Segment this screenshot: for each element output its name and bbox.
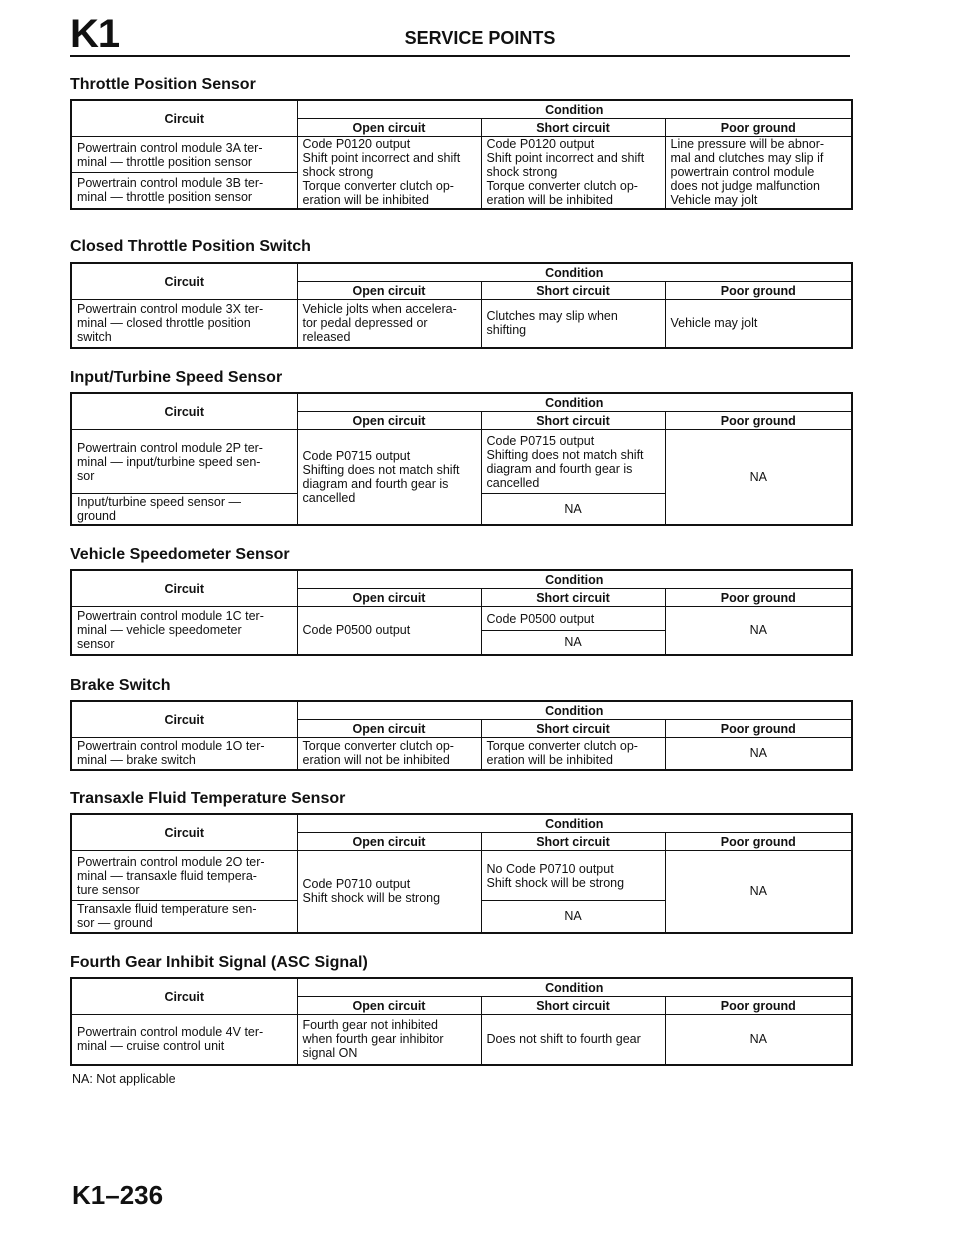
condition-header: Condition bbox=[297, 978, 852, 997]
circuit-header: Circuit bbox=[71, 701, 297, 738]
table-tft bbox=[70, 813, 853, 934]
short-circuit-header: Short circuit bbox=[481, 119, 665, 137]
open-circuit-cell: Torque converter clutch op- eration will not be inhibited bbox=[297, 738, 481, 770]
table-ctps bbox=[70, 262, 853, 349]
open-circuit-header: Open circuit bbox=[297, 589, 481, 607]
condition-header: Condition bbox=[297, 570, 852, 589]
condition-header: Condition bbox=[297, 393, 852, 412]
short-circuit-cell: Does not shift to fourth gear bbox=[481, 1015, 665, 1065]
circuit-cell: Powertrain control module 3X ter- minal — closed throttle position switch bbox=[71, 300, 297, 348]
open-circuit-header: Open circuit bbox=[297, 720, 481, 738]
page-title: SERVICE POINTS bbox=[404, 28, 556, 48]
section-title-tft: Transaxle Fluid Temperature Sensor bbox=[70, 790, 346, 807]
circuit-header: Circuit bbox=[71, 978, 297, 1015]
footnote: NA: Not applicable bbox=[72, 1072, 176, 1086]
section-title-vss: Vehicle Speedometer Sensor bbox=[70, 546, 290, 563]
open-circuit-cell: Code P0715 output Shifting does not match shift diagram and fourth gear is cancelled bbox=[297, 430, 481, 525]
short-circuit-cell: Code P0500 output bbox=[481, 607, 665, 631]
table-asc bbox=[70, 977, 853, 1066]
table-vss bbox=[70, 569, 853, 656]
poor-ground-cell: NA bbox=[665, 1015, 852, 1065]
short-circuit-cell: NA bbox=[481, 631, 665, 655]
circuit-cell: Powertrain control module 1C ter- minal — vehicle speedometer sensor bbox=[71, 607, 297, 655]
open-circuit-header: Open circuit bbox=[297, 997, 481, 1015]
open-circuit-cell: Code P0500 output bbox=[297, 607, 481, 655]
open-circuit-cell: Fourth gear not inhibited when fourth gear inhibitor signal ON bbox=[297, 1015, 481, 1065]
circuit-cell: Transaxle fluid temperature sen- sor — ground bbox=[71, 901, 297, 933]
short-circuit-header: Short circuit bbox=[481, 282, 665, 300]
circuit-cell: Powertrain control module 2O ter- minal — transaxle fluid tempera- ture sensor bbox=[71, 851, 297, 901]
short-circuit-header: Short circuit bbox=[481, 412, 665, 430]
short-circuit-cell: Clutches may slip when shifting bbox=[481, 300, 665, 348]
short-circuit-cell: No Code P0710 output Shift shock will be strong bbox=[481, 851, 665, 901]
circuit-cell: Powertrain control module 1O ter- minal — brake switch bbox=[71, 738, 297, 770]
short-circuit-cell: Code P0715 output Shifting does not match shift diagram and fourth gear is cancelled bbox=[481, 430, 665, 494]
short-circuit-cell: Torque converter clutch op- eration will be inhibited bbox=[481, 738, 665, 770]
poor-ground-cell: Vehicle may jolt bbox=[665, 300, 852, 348]
short-circuit-header: Short circuit bbox=[481, 833, 665, 851]
poor-ground-header: Poor ground bbox=[665, 720, 852, 738]
circuit-cell: Powertrain control module 3A ter- minal — throttle position sensor bbox=[71, 137, 297, 173]
circuit-header: Circuit bbox=[71, 814, 297, 851]
poor-ground-header: Poor ground bbox=[665, 833, 852, 851]
short-circuit-cell: NA bbox=[481, 901, 665, 933]
circuit-header: Circuit bbox=[71, 263, 297, 300]
short-circuit-header: Short circuit bbox=[481, 997, 665, 1015]
poor-ground-cell: Line pressure will be abnor- mal and clutches may slip if powertrain control module does not judge malfunction Vehicle may jolt bbox=[665, 137, 852, 209]
poor-ground-header: Poor ground bbox=[665, 412, 852, 430]
section-title-asc: Fourth Gear Inhibit Signal (ASC Signal) bbox=[70, 954, 368, 971]
poor-ground-cell: NA bbox=[665, 851, 852, 933]
open-circuit-header: Open circuit bbox=[297, 412, 481, 430]
poor-ground-cell: NA bbox=[665, 738, 852, 770]
table-tps bbox=[70, 99, 853, 210]
circuit-cell: Powertrain control module 4V ter- minal — cruise control unit bbox=[71, 1015, 297, 1065]
open-circuit-cell: Code P0120 output Shift point incorrect and shift shock strong Torque converter clutch op- eration will be inhibited bbox=[297, 137, 481, 209]
poor-ground-header: Poor ground bbox=[665, 589, 852, 607]
header-rule bbox=[70, 55, 850, 57]
poor-ground-cell: NA bbox=[665, 430, 852, 525]
circuit-cell: Powertrain control module 3B ter- minal — throttle position sensor bbox=[71, 173, 297, 209]
open-circuit-header: Open circuit bbox=[297, 282, 481, 300]
table-iss bbox=[70, 392, 853, 526]
circuit-header: Circuit bbox=[71, 100, 297, 137]
short-circuit-header: Short circuit bbox=[481, 720, 665, 738]
condition-header: Condition bbox=[297, 701, 852, 720]
section-title-brake: Brake Switch bbox=[70, 677, 171, 694]
page-number: K1–236 bbox=[72, 1180, 164, 1210]
poor-ground-header: Poor ground bbox=[665, 997, 852, 1015]
condition-header: Condition bbox=[297, 263, 852, 282]
open-circuit-header: Open circuit bbox=[297, 833, 481, 851]
open-circuit-cell: Vehicle jolts when accelera- tor pedal depressed or released bbox=[297, 300, 481, 348]
poor-ground-header: Poor ground bbox=[665, 282, 852, 300]
condition-header: Condition bbox=[297, 814, 852, 833]
open-circuit-cell: Code P0710 output Shift shock will be strong bbox=[297, 851, 481, 933]
short-circuit-header: Short circuit bbox=[481, 589, 665, 607]
poor-ground-header: Poor ground bbox=[665, 119, 852, 137]
circuit-cell: Powertrain control module 2P ter- minal — input/turbine speed sen- sor bbox=[71, 430, 297, 494]
circuit-header: Circuit bbox=[71, 570, 297, 607]
open-circuit-header: Open circuit bbox=[297, 119, 481, 137]
table-brake bbox=[70, 700, 853, 771]
condition-header: Condition bbox=[297, 100, 852, 119]
short-circuit-cell: Code P0120 output Shift point incorrect and shift shock strong Torque converter clutch op- eration will be inhibited bbox=[481, 137, 665, 209]
short-circuit-cell: NA bbox=[481, 494, 665, 525]
poor-ground-cell: NA bbox=[665, 607, 852, 655]
circuit-header: Circuit bbox=[71, 393, 297, 430]
section-code: K1 bbox=[70, 12, 120, 56]
section-title-ctps: Closed Throttle Position Switch bbox=[70, 238, 311, 255]
section-title-iss: Input/Turbine Speed Sensor bbox=[70, 369, 283, 386]
circuit-cell: Input/turbine speed sensor — ground bbox=[71, 494, 297, 525]
section-title-tps: Throttle Position Sensor bbox=[70, 76, 256, 93]
